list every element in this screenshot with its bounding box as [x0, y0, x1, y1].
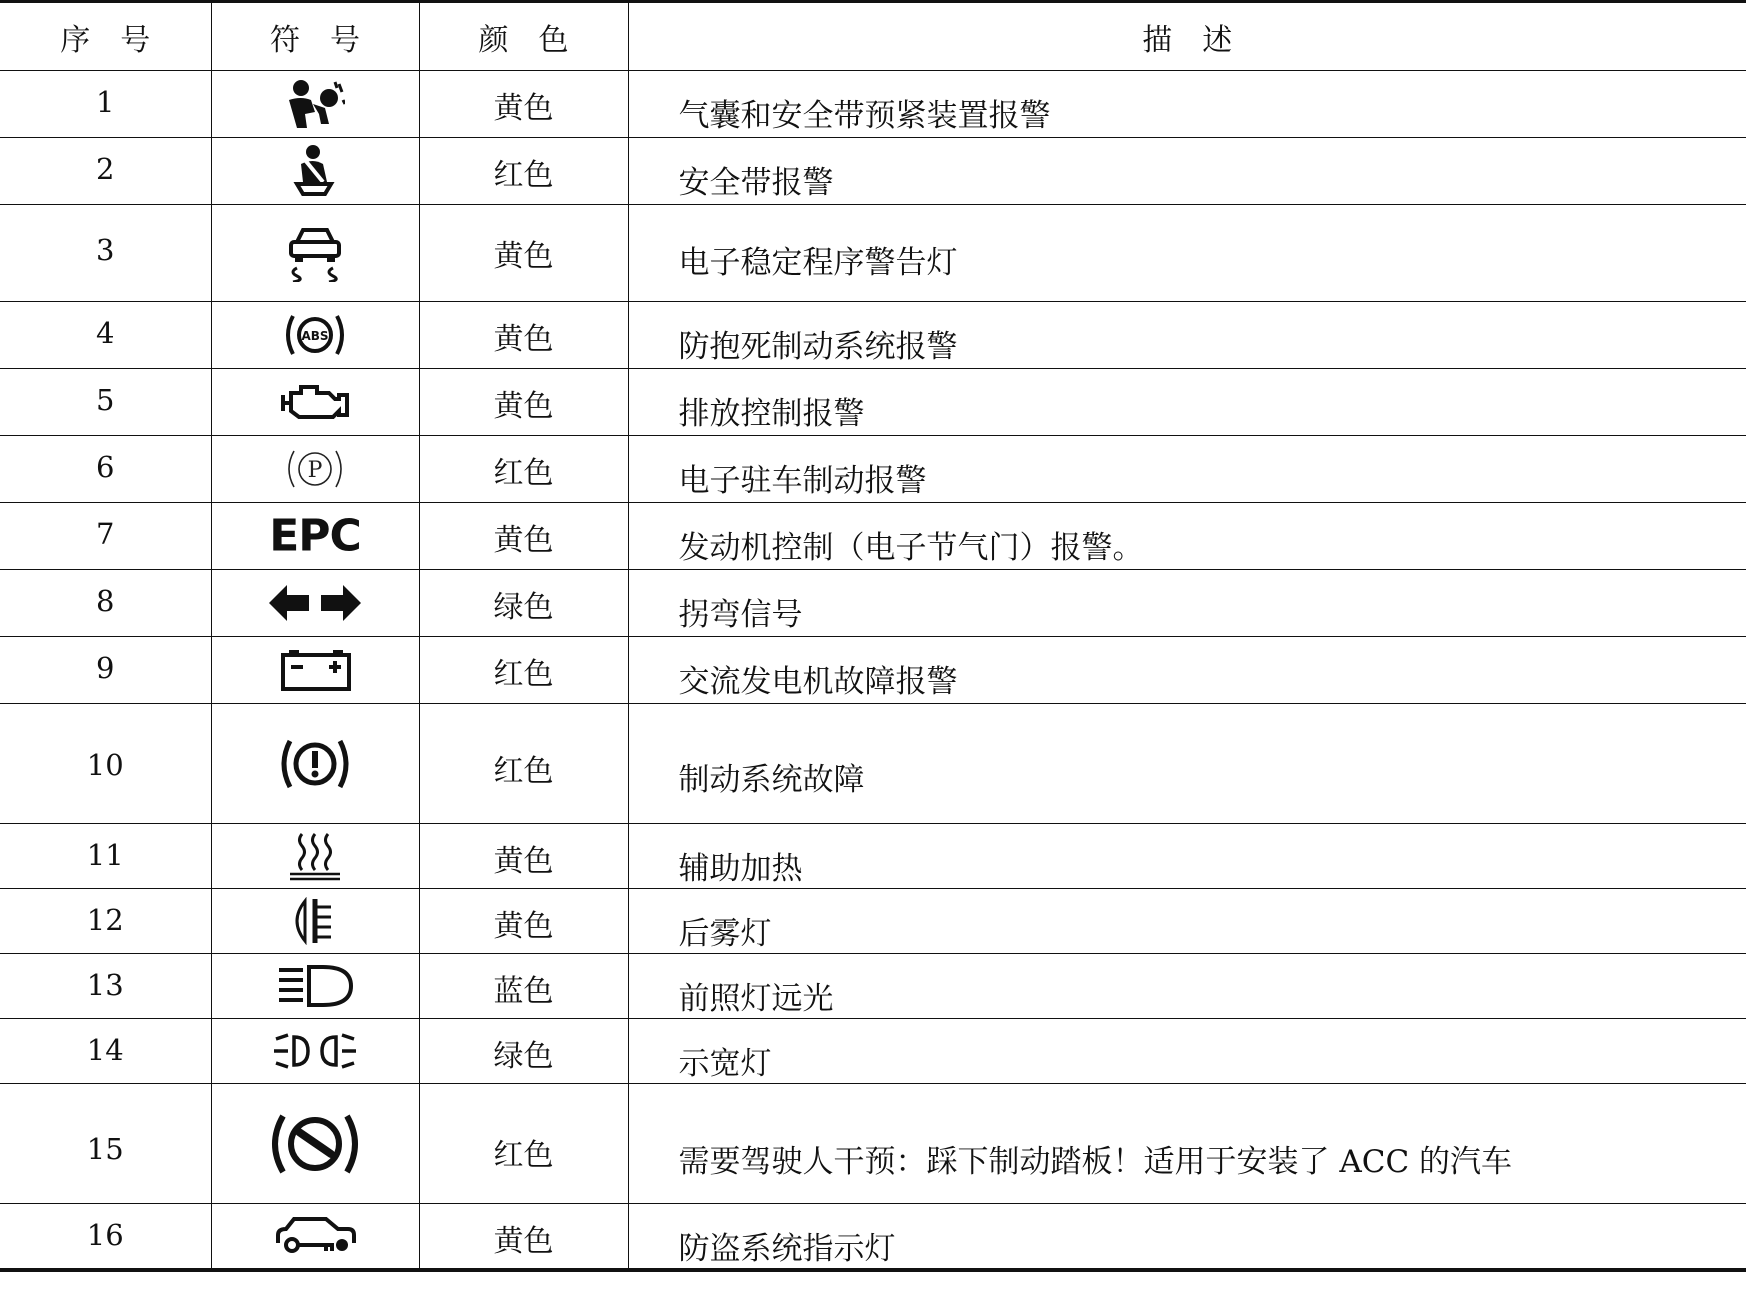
row-index: 15 — [0, 1084, 211, 1204]
header-description: 描 述 — [628, 2, 1746, 71]
row-index: 6 — [0, 436, 211, 503]
row-index: 14 — [0, 1019, 211, 1084]
epc-icon: EPC — [269, 510, 361, 562]
row-index: 12 — [0, 889, 211, 954]
row-description: 气囊和安全带预紧装置报警 — [628, 71, 1746, 138]
row-index: 9 — [0, 637, 211, 704]
row-index: 5 — [0, 369, 211, 436]
row-index: 8 — [0, 570, 211, 637]
row-color: 红色 — [419, 704, 628, 824]
auxiliary-heating-icon — [286, 830, 344, 882]
brake-system-fault-icon — [272, 735, 358, 793]
table-row — [0, 503, 1746, 570]
abs-icon — [279, 310, 351, 360]
row-description: 排放控制报警 — [628, 369, 1746, 436]
row-color: 红色 — [419, 637, 628, 704]
row-symbol — [211, 889, 419, 954]
row-symbol — [211, 138, 419, 205]
row-description: 防盗系统指示灯 — [628, 1204, 1746, 1271]
table-row — [0, 71, 1746, 138]
row-color: 黄色 — [419, 71, 628, 138]
rear-fog-light-icon — [285, 897, 345, 945]
row-description: 交流发电机故障报警 — [628, 637, 1746, 704]
row-symbol — [211, 503, 419, 570]
row-description: 安全带报警 — [628, 138, 1746, 205]
row-symbol — [211, 1019, 419, 1084]
battery-icon — [277, 647, 353, 693]
row-symbol — [211, 436, 419, 503]
row-index: 13 — [0, 954, 211, 1019]
table-row — [0, 1204, 1746, 1271]
row-color: 黄色 — [419, 503, 628, 570]
table-row — [0, 637, 1746, 704]
row-symbol — [211, 205, 419, 302]
row-description: 制动系统故障 — [628, 704, 1746, 824]
table-row — [0, 954, 1746, 1019]
row-description: 前照灯远光 — [628, 954, 1746, 1019]
row-description: 示宽灯 — [628, 1019, 1746, 1084]
row-color: 黄色 — [419, 302, 628, 369]
table-row — [0, 138, 1746, 205]
row-symbol — [211, 302, 419, 369]
row-symbol — [211, 1204, 419, 1271]
table-row — [0, 1084, 1746, 1204]
row-description: 发动机控制（电子节气门）报警。 — [628, 503, 1746, 570]
row-color: 红色 — [419, 436, 628, 503]
seatbelt-icon — [291, 144, 339, 198]
row-symbol — [211, 570, 419, 637]
header-color: 颜 色 — [419, 2, 628, 71]
row-index: 1 — [0, 71, 211, 138]
row-description: 防抱死制动系统报警 — [628, 302, 1746, 369]
row-index: 4 — [0, 302, 211, 369]
row-color: 蓝色 — [419, 954, 628, 1019]
row-color: 黄色 — [419, 824, 628, 889]
engine-icon — [277, 381, 353, 423]
row-color: 绿色 — [419, 570, 628, 637]
table-header-row — [0, 2, 1746, 71]
driver-intervention-brake-icon — [257, 1110, 373, 1178]
table-row — [0, 704, 1746, 824]
row-index: 11 — [0, 824, 211, 889]
anti-theft-car-key-icon — [272, 1213, 358, 1259]
row-description: 辅助加热 — [628, 824, 1746, 889]
table-row — [0, 205, 1746, 302]
row-description: 拐弯信号 — [628, 570, 1746, 637]
high-beam-icon — [275, 963, 355, 1009]
row-description: 需要驾驶人干预：踩下制动踏板！适用于安装了 ACC 的汽车 — [628, 1084, 1746, 1204]
row-color: 黄色 — [419, 889, 628, 954]
row-symbol — [211, 824, 419, 889]
table-row — [0, 369, 1746, 436]
row-index: 7 — [0, 503, 211, 570]
row-symbol — [211, 954, 419, 1019]
airbag-seatbelt-warning-icon — [285, 78, 345, 130]
row-color: 绿色 — [419, 1019, 628, 1084]
row-symbol — [211, 1084, 419, 1204]
parking-brake-icon — [280, 446, 350, 492]
row-color: 红色 — [419, 138, 628, 205]
row-symbol — [211, 704, 419, 824]
row-color: 黄色 — [419, 369, 628, 436]
row-index: 16 — [0, 1204, 211, 1271]
row-symbol — [211, 71, 419, 138]
row-color: 黄色 — [419, 1204, 628, 1271]
row-description: 电子驻车制动报警 — [628, 436, 1746, 503]
header-index: 序 号 — [0, 2, 211, 71]
abs-icon-text: ABS — [301, 329, 329, 343]
table-row — [0, 570, 1746, 637]
row-index: 2 — [0, 138, 211, 205]
header-symbol: 符 号 — [211, 2, 419, 71]
row-description: 后雾灯 — [628, 889, 1746, 954]
esp-skid-car-icon — [283, 224, 347, 282]
row-symbol — [211, 637, 419, 704]
turn-signal-arrows-icon — [267, 581, 363, 625]
row-index: 10 — [0, 704, 211, 824]
table-row — [0, 824, 1746, 889]
side-marker-lights-icon — [272, 1029, 358, 1073]
row-description: 电子稳定程序警告灯 — [628, 205, 1746, 302]
row-symbol — [211, 369, 419, 436]
row-color: 黄色 — [419, 205, 628, 302]
table-row — [0, 1019, 1746, 1084]
table-row — [0, 436, 1746, 503]
row-index: 3 — [0, 205, 211, 302]
table-row — [0, 302, 1746, 369]
table-row — [0, 889, 1746, 954]
row-color: 红色 — [419, 1084, 628, 1204]
parking-icon-text: P — [307, 458, 323, 483]
